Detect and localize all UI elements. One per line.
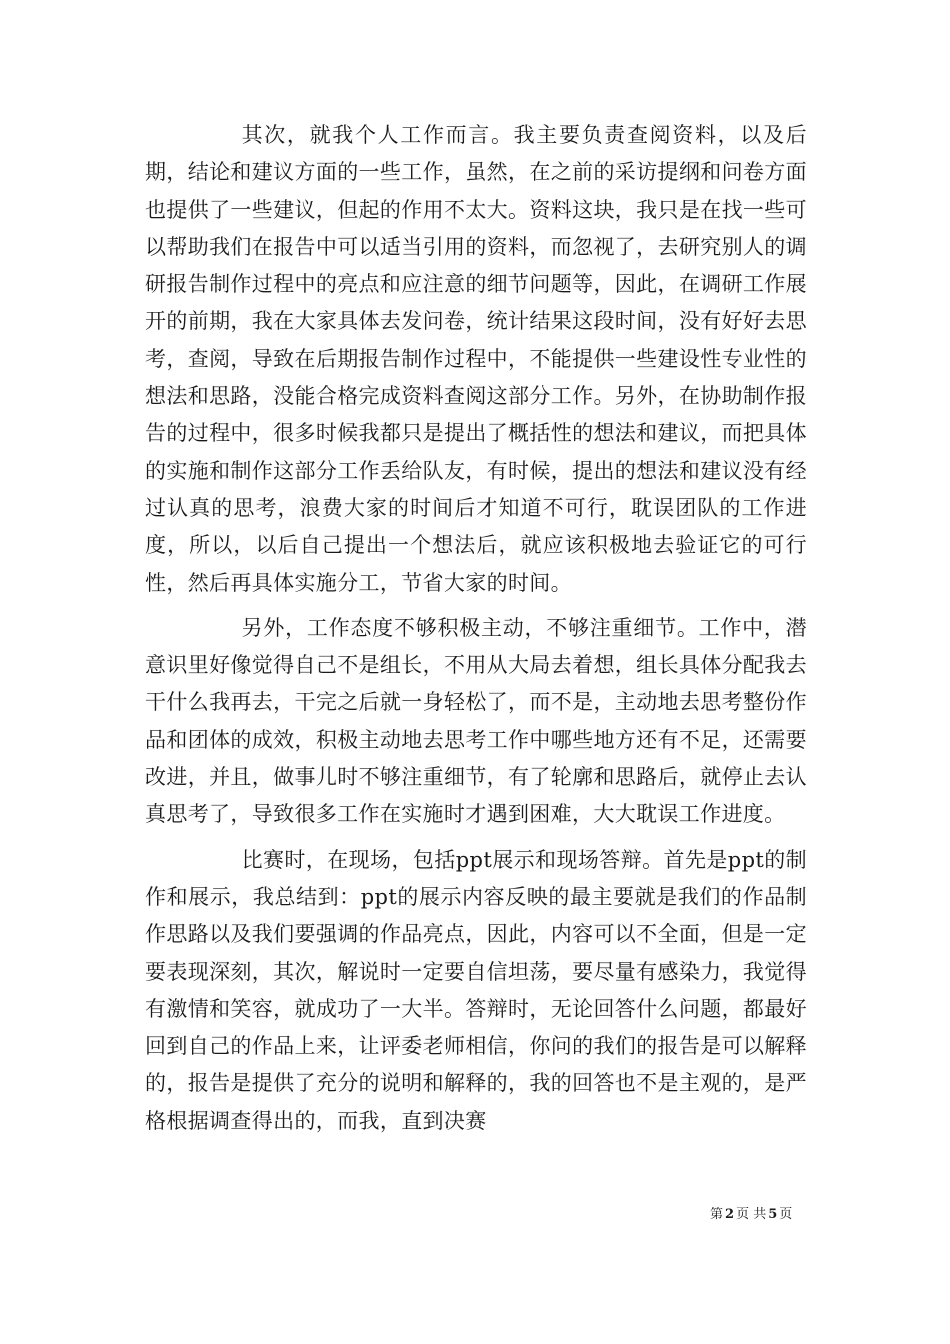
total-pages-number: 5 bbox=[768, 1207, 778, 1222]
footer-suffix: 页 bbox=[779, 1207, 793, 1222]
current-page-number: 2 bbox=[725, 1207, 735, 1222]
paragraph-competition: 比赛时，在现场，包括ppt展示和现场答辩。首先是ppt的制作和展示，我总结到：ppt的展示内容反映的最主要就是我们的作品制作思路以及我们要强调的作品亮点，因此，内容可以不全面，但是一定要表现深刻，其次，解说时一定要自信坦荡，要尽量有感染力，我觉得有激情和笑容，就成功了一大半。答辩时，无论回答什么问题，都最好回到自己的作品上来，让评委老师相信，你问的我们的报告是可以解释的，报告是提供了充分的说明和解释的，我的回答也不是主观的，是严格根据调查得出的，而我，直到决赛 bbox=[145, 847, 807, 1133]
footer-middle: 页 共 bbox=[736, 1207, 767, 1222]
footer-prefix: 第 bbox=[710, 1207, 724, 1222]
page-number-footer bbox=[710, 1203, 792, 1222]
document-body bbox=[145, 117, 807, 1148]
paragraph-work-attitude: 另外，工作态度不够积极主动，不够注重细节。工作中，潜意识里好像觉得自己不是组长，不用从大局去着想，组长具体分配我去干什么我再去，干完之后就一身轻松了，而不是，主动地去思考整份作品和团体的成效，积极主动地去思考工作中哪些地方还有不足，还需要改进，并且，做事儿时不够注重细节，有了轮廓和思路后，就停止去认真思考了，导致很多工作在实施时才遇到困难，大大耽误工作进度。 bbox=[145, 615, 807, 827]
paragraph-personal-work: 其次，就我个人工作而言。我主要负责查阅资料，以及后期，结论和建议方面的一些工作，虽然，在之前的采访提纲和问卷方面也提供了一些建议，但起的作用不太大。资料这块，我只是在找一些可以帮助我们在报告中可以适当引用的资料，而忽视了，去研究别人的调研报告制作过程中的亮点和应注意的细节问题等，因此，在调研工作展开的前期，我在大家具体去发问卷，统计结果这段时间，没有好好去思考，查阅，导致在后期报告制作过程中，不能提供一些建设性专业性的想法和思路，没能合格完成资料查阅这部分工作。另外，在协助制作报告的过程中，很多时候我都只是提出了概括性的想法和建议，而把具体的实施和制作这部分工作丢给队友，有时候，提出的想法和建议没有经过认真的思考，浪费大家的时间后才知道不可行，耽误团队的工作进度，所以，以后自己提出一个想法后，就应该积极地去验证它的可行性，然后再具体实施分工，节省大家的时间。 bbox=[145, 123, 807, 595]
